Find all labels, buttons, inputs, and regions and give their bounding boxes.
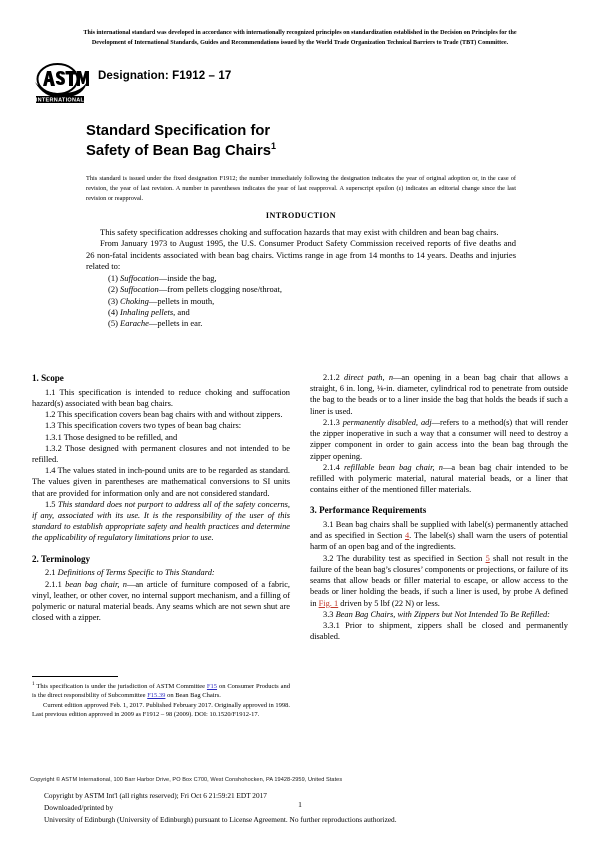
para-1-5-number: 1.5 — [45, 499, 58, 509]
title-line-2: Safety of Bean Bag Chairs — [86, 142, 272, 159]
para-3-2-part-c: driven by 5 lbf (22 N) or less. — [338, 598, 440, 608]
para-1-3: 1.3 This specification covers two types of bean bag chairs: — [45, 421, 242, 431]
list-item — [86, 273, 516, 284]
para-1-5 — [32, 499, 290, 544]
item-number: (2) — [108, 284, 118, 295]
introduction-para-1: This safety specification addresses choking and suffocation hazards that may exist with children and bean bag chairs. — [100, 227, 499, 237]
title-footnote-marker: 1 — [271, 140, 277, 151]
cross-ref-fig-1[interactable]: Fig. 1 — [318, 598, 339, 608]
cross-ref-section-4[interactable]: 4 — [404, 531, 410, 541]
footnote-part-2: on Consumer Products and is the direct responsibility of Subcommittee — [32, 683, 290, 700]
para-2-1 — [32, 567, 290, 578]
para-2-1-3-number: 2.1.3 — [323, 417, 343, 427]
para-2-1-1-number: 2.1.1 — [45, 579, 66, 589]
para-2-1-3-rest: —refers to a method(s) that will render the zipper inoperative in such a way that a consumer will need to destroy a zipper component in order to gain access into the bean bag through the zipper opening. — [310, 417, 569, 461]
designation-label: Designation: F1912 – 17 — [98, 70, 232, 82]
list-item — [86, 307, 516, 318]
astm-logo-icon — [30, 62, 90, 106]
tbt-banner-line1: This international standard was developed in accordance with internationally recognized principles on standardization established in the Decision on Principles for the — [83, 30, 517, 36]
introduction-para-2: From January 1973 to August 1995, the U.S. Consumer Product Safety Commission received reports of five deaths and 26 non-fatal incidents associated with bean bag chairs. Victims range in age from 14 months to 14 years. Deaths and injuries related to: — [86, 238, 516, 272]
introduction-body — [86, 227, 516, 330]
item-number: (5) — [108, 318, 118, 329]
para-2-1-4-term: refillable bean bag chair, n — [343, 462, 443, 472]
para-2-1-3-term: permanently disabled, adj — [342, 417, 432, 427]
para-1-5-text: This standard does not purport to address all of the safety concerns, if any, associated with its use. It is the responsibility of the user of this standard to establish appropriate safety and health practices and determine the applicability of regulatory limitations prior to use. — [32, 499, 291, 543]
para-3-2-part-a: 3.2 The durability test as specified in Section — [323, 553, 486, 563]
item-rest: —inside the bag, — [158, 272, 217, 283]
body-column-right — [310, 372, 568, 642]
title-line-1: Standard Specification for — [86, 123, 271, 139]
para-2-1-1-rest: —an article of furniture composed of a fabric, vinyl, leather, or other cover, no internal support mechanism, and a filling of polymeric or natural material beads. Any seams which are not sewn shut are closed with a zipper. — [32, 579, 291, 623]
section-heading-performance: 3. Performance Requirements — [310, 505, 427, 516]
link-subcommittee-f1539[interactable]: F15.39 — [147, 692, 166, 700]
para-3-1-part-a: 3.1 Bean bag chairs shall be supplied with label(s) permanently attached and as specified in Section — [310, 520, 568, 541]
list-item — [86, 284, 516, 295]
item-term: Suffocation — [120, 284, 159, 295]
footnote-part-3: on Bean Bag Chairs. — [165, 692, 221, 700]
para-2-1-2-rest: —an opening in a bean bag chair that allows a straight, 6 in. long, ⅛-in. diameter, cylindrical rod to penetrate from outside the bag to the beads or to a liner inside the bag that holds the beads if such a liner is used. — [310, 373, 568, 416]
introduction-heading: INTRODUCTION — [265, 211, 337, 220]
page-number: 1 — [298, 800, 302, 809]
link-committee-f15[interactable]: F15 — [206, 683, 218, 690]
para-3-3-text: Bean Bag Chairs, with Zippers but Not Intended To Be Refilled: — [335, 609, 550, 619]
para-3-3-number: 3.3 — [323, 609, 336, 619]
body-column-left — [32, 372, 290, 623]
item-term: Inhaling pellets — [120, 306, 174, 317]
para-2-1-4 — [310, 462, 568, 496]
para-2-1-4-number: 2.1.4 — [323, 462, 344, 472]
section-heading-terminology: 2. Terminology — [32, 553, 91, 564]
svg-text:INTERNATIONAL: INTERNATIONAL — [35, 97, 85, 104]
para-1-3-1: 1.3.1 Those designed to be refilled, and — [45, 432, 178, 442]
para-3-1-part-b: . The label(s) shall warn the users of potential harm of an open bag and of the ingredients. — [310, 531, 569, 552]
issued-note: This standard is issued under the fixed designation F1912; the number immediately following the designation indicates the year of original adoption or, in the case of revision, the year of last revision. A number in parentheses indicates the year of last reapproval. A superscript epsilon (ε) indicates an editorial change since the last revision or reapproval. — [86, 175, 516, 203]
item-rest: —from pellets clogging nose/throat, — [158, 284, 283, 295]
item-rest: —pellets in mouth, — [148, 295, 215, 306]
item-term: Earache — [120, 318, 149, 329]
license-line-2: Downloaded/printed by — [44, 802, 114, 812]
para-1-1: 1.1 This specification is intended to reduce choking and suffocation hazard(s) associated with bean bag chairs. — [32, 387, 290, 408]
para-3-3 — [310, 609, 568, 620]
para-2-1-3 — [310, 417, 568, 462]
item-number: (3) — [108, 295, 118, 306]
footnote-rule — [32, 676, 118, 677]
section-heading-scope: 1. Scope — [32, 373, 64, 383]
tbt-banner — [30, 28, 570, 48]
para-1-3-2: 1.3.2 Those designed with permanent closures and not intended to be refilled. — [32, 443, 290, 464]
para-2-1-2-term: direct path, n — [344, 373, 394, 382]
introduction-hazard-list — [86, 273, 516, 330]
license-line-1: Copyright by ASTM Int'l (all rights reserved); Fri Oct 6 21:59:21 EDT 2017 — [44, 791, 267, 800]
para-2-1-text: Definitions of Terms Specific to This Standard: — [57, 568, 215, 578]
para-2-1-2 — [310, 372, 568, 417]
para-2-1-2-number: 2.1.2 — [323, 373, 345, 382]
para-2-1-1-term: bean bag chair, n — [65, 579, 127, 589]
para-1-2: 1.2 This specification covers bean bag chairs with and without zippers. — [45, 410, 283, 420]
footnote-part-1: This specification is under the jurisdiction of ASTM Committee — [34, 683, 207, 690]
tbt-banner-line2: Development of International Standards, Guides and Recommendations issued by the World Trade Organization Technical Barriers to Trade (TBT) Committee. — [91, 40, 509, 47]
footnote-block — [32, 676, 290, 720]
para-2-1-number: 2.1 — [45, 568, 58, 578]
para-2-1-4-rest: —a bean bag chair intended to be refilled with polymeric material, natural material beads, or a liner that contains either of the mentioned filler materials. — [310, 462, 569, 495]
para-3-3-1: 3.3.1 Prior to shipment, zippers shall be closed and permanently disabled. — [310, 621, 568, 642]
item-rest: , and — [173, 306, 190, 317]
footnote-marker: 1 — [32, 680, 35, 687]
para-1-4: 1.4 The values stated in inch-pound units are to be regarded as standard. The values given in parentheses are mathematical conversions to SI units that are provided for information only and are not considered standard. — [32, 466, 290, 498]
license-line-3: University of Edinburgh (University of Edinburgh) pursuant to License Agreement. No further reproductions authorized. — [44, 814, 397, 824]
para-3-1 — [310, 519, 568, 553]
list-item — [86, 296, 516, 307]
document-header — [30, 62, 570, 110]
item-rest: —pellets in ear. — [148, 318, 203, 329]
cross-ref-section-5[interactable]: 5 — [485, 553, 490, 563]
footnote-para-2: Current edition approved Feb. 1, 2017. Published February 2017. Originally approved in 1998. Last previous edition approved in 2009 as F1912 – 98 (2009). DOI: 10.1520/F1912-17. — [32, 701, 290, 719]
copyright-line: Copyright © ASTM International, 100 Barr Harbor Drive, PO Box C700, West Conshohocken, PA 19428-2959, United States — [30, 777, 343, 783]
item-term: Choking — [120, 295, 149, 306]
item-term: Suffocation — [120, 272, 159, 283]
page-title — [86, 122, 516, 161]
para-3-2-part-b: shall not result in the failure of the bean bag’s closures’ components or projections, or failure of its seams that allow beads or filler material to escape, or allow access to the beads or liner holding the beads, if such a liner is used, by probe A defined in — [310, 553, 569, 608]
item-number: (4) — [108, 306, 118, 317]
para-2-1-1 — [32, 579, 290, 624]
para-3-2 — [310, 553, 568, 609]
footnote-para-1 — [32, 682, 290, 701]
item-number: (1) — [108, 272, 118, 283]
list-item — [86, 318, 516, 329]
